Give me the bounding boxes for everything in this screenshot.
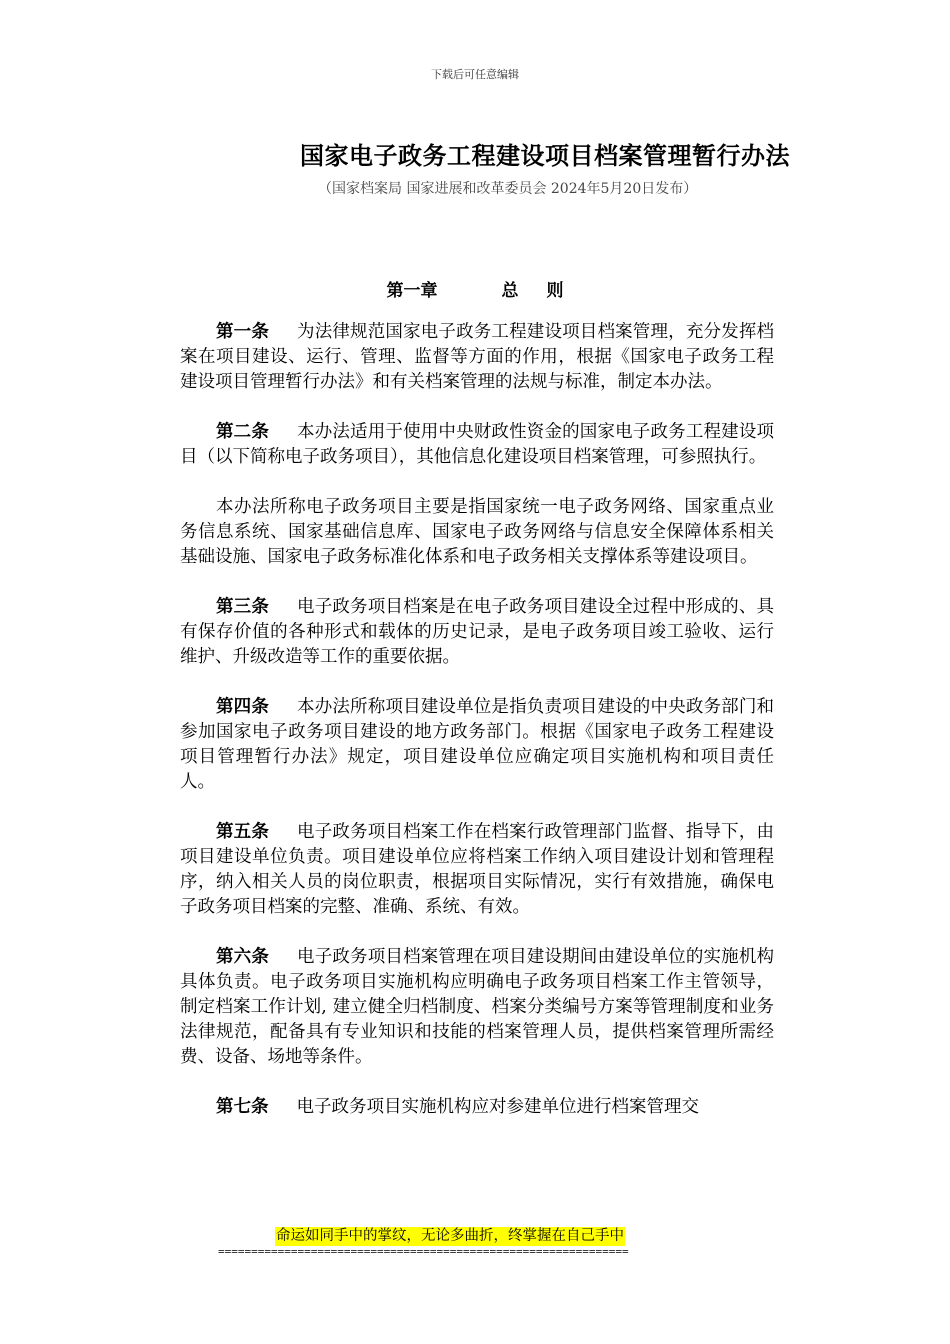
article-3 <box>180 595 774 670</box>
article-text: 电子政务项目档案管理在项目建设期间由建设单位的实施机构具体负责。电子政务项目实施机构应明确电子政务项目档案工作主管领导，制定档案工作计划, 建立健全归档制度、档案分类编号方案等管理制度和业务法律规范，配备具有专业知识和技能的档案管理人员，提供档案管理所需经费、设备、场地等条件。 <box>180 947 775 1067</box>
chapter-name-part1: 总 <box>501 281 519 301</box>
document-body <box>180 320 774 1145</box>
document-title: 国家电子政务工程建设项目档案管理暂行办法 <box>300 142 790 170</box>
article-label: 第三条 <box>216 597 270 617</box>
article-text: 本办法适用于使用中央财政性资金的国家电子政务工程建设项目（以下简称电子政务项目），其他信息化建设项目档案管理，可参照执行。 <box>180 422 775 467</box>
article-label: 第五条 <box>216 822 270 842</box>
article-text: 电子政务项目实施机构应对参建单位进行档案管理交 <box>296 1097 699 1117</box>
article-text: 电子政务项目档案是在电子政务项目建设全过程中形成的、具有保存价值的各种形式和载体的历史记录，是电子政务项目竣工验收、运行维护、升级改造等工作的重要依据。 <box>180 597 775 667</box>
chapter-number: 第一章 <box>386 281 438 301</box>
article-5 <box>180 820 774 920</box>
article-2-paragraph-2 <box>180 495 774 570</box>
chapter-name-part2: 则 <box>546 281 564 301</box>
article-label: 第四条 <box>216 697 270 717</box>
footer-divider: ============================================================== <box>218 1245 629 1258</box>
footer-motto: 命运如同手中的掌纹，无论多曲折，终掌握在自己手中 <box>276 1228 624 1244</box>
article-text: 本办法所称电子政务项目主要是指国家统一电子政务网络、国家重点业务信息系统、国家基础信息库、国家电子政务网络与信息安全保障体系相关基础设施、国家电子政务标准化体系和电子政务相关支撑体系等建设项目。 <box>180 497 774 567</box>
article-4 <box>180 695 774 795</box>
article-label: 第一条 <box>216 322 270 342</box>
article-text: 本办法所称项目建设单位是指负责项目建设的中央政务部门和参加国家电子政务项目建设的地方政务部门。根据《国家电子政务工程建设项目管理暂行办法》规定，项目建设单位应确定项目实施机构和项目责任人。 <box>180 697 775 792</box>
article-1 <box>180 320 774 395</box>
article-text: 电子政务项目档案工作在档案行政管理部门监督、指导下，由项目建设单位负责。项目建设单位应将档案工作纳入项目建设计划和管理程序，纳入相关人员的岗位职责，根据项目实际情况，实行有效措施，确保电子政务项目档案的完整、准确、系统、有效。 <box>180 822 775 917</box>
chapter-heading <box>0 276 950 301</box>
article-2 <box>180 420 774 470</box>
article-label: 第二条 <box>216 422 270 442</box>
article-7 <box>180 1095 774 1120</box>
article-text: 为法律规范国家电子政务工程建设项目档案管理，充分发挥档案在项目建设、运行、管理、监督等方面的作用，根据《国家电子政务工程建设项目管理暂行办法》和有关档案管理的法规与标准，制定本办法。 <box>180 322 775 392</box>
article-label: 第七条 <box>216 1097 269 1117</box>
header-note: 下载后可任意编辑 <box>431 68 519 81</box>
document-subtitle: （国家档案局 国家进展和改革委员会 2024年5月20日发布） <box>318 181 698 197</box>
article-6 <box>180 945 774 1070</box>
article-label: 第六条 <box>216 947 270 967</box>
